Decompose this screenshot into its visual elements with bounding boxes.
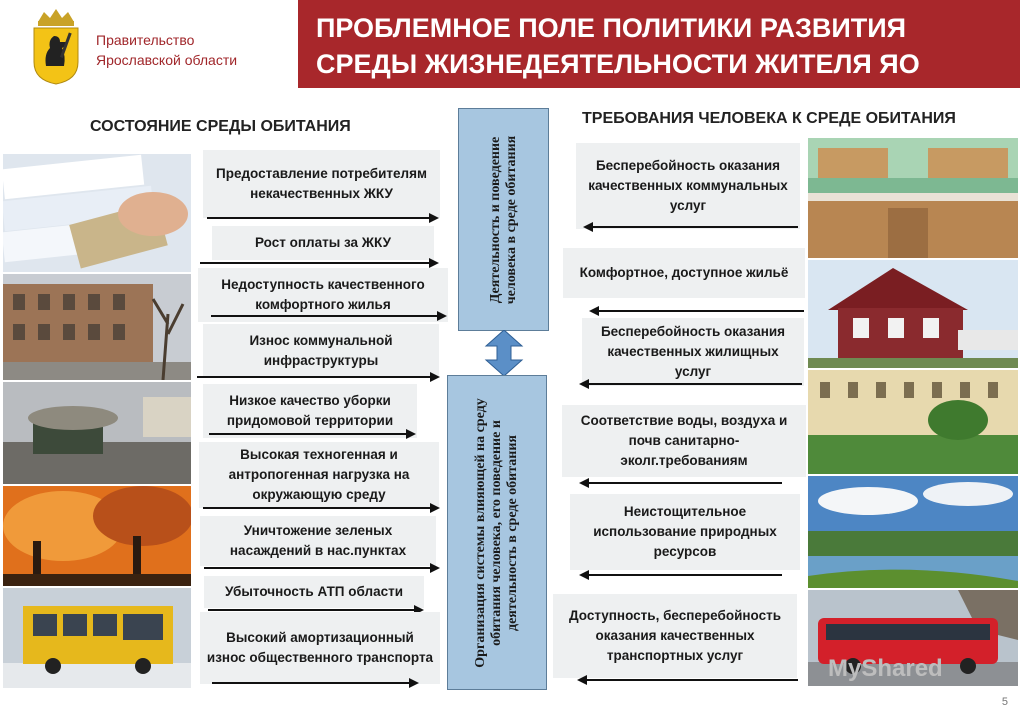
right-arrow-icon bbox=[205, 427, 417, 441]
right-heading: ТРЕБОВАНИЯ ЧЕЛОВЕКА К СРЕДЕ ОБИТАНИЯ bbox=[582, 110, 956, 127]
river-landscape-photo bbox=[808, 476, 1018, 588]
right-arrow-icon bbox=[208, 676, 420, 690]
industrial-smoke-photo bbox=[3, 486, 191, 586]
title-line-1: ПРОБЛЕМНОЕ ПОЛЕ ПОЛИТИКИ РАЗВИТИЯ bbox=[316, 13, 907, 43]
org-line-1: Правительство bbox=[96, 32, 195, 48]
kitchen-photo bbox=[808, 138, 1018, 258]
garbage-photo bbox=[3, 382, 191, 484]
utility-bills-photo bbox=[3, 154, 191, 272]
condition-box-2: Рост оплаты за ЖКУ bbox=[212, 226, 434, 260]
condition-box-8: Убыточность АТП области bbox=[204, 576, 424, 608]
requirement-box-3: Бесперебойность оказания качественных жилищных услуг bbox=[582, 318, 804, 386]
activity-behavior-text: Деятельность и поведение человека в среде обитания bbox=[487, 135, 519, 304]
requirement-box-5: Неистощительное использование природных ресурсов bbox=[570, 494, 800, 570]
house-photo bbox=[808, 260, 1018, 368]
condition-box-9: Высокий амортизационный износ общественного транспорта bbox=[200, 612, 440, 684]
government-name bbox=[96, 30, 237, 70]
condition-box-7: Уничтожение зеленых насаждений в нас.пунктах bbox=[200, 516, 436, 566]
courtyard-photo bbox=[808, 370, 1018, 474]
requirement-box-1: Бесперебойность оказания качественных коммунальных услуг bbox=[576, 143, 800, 229]
right-arrow-icon bbox=[203, 211, 440, 225]
watermark: MyShared bbox=[828, 655, 943, 682]
left-arrow-icon bbox=[578, 568, 784, 582]
left-arrow-icon bbox=[578, 476, 784, 490]
page-title bbox=[298, 0, 1020, 88]
requirement-box-4: Соответствие воды, воздуха и почв санитарно-эколг.требованиям bbox=[562, 405, 806, 477]
activity-behavior-box bbox=[458, 108, 549, 331]
organization-system-box bbox=[447, 375, 547, 690]
left-arrow-icon bbox=[588, 304, 806, 318]
right-arrow-icon bbox=[193, 370, 441, 384]
left-heading: СОСТОЯНИЕ СРЕДЫ ОБИТАНИЯ bbox=[90, 118, 351, 135]
old-bus-photo bbox=[3, 588, 191, 688]
org-line-2: Ярославской области bbox=[96, 52, 238, 68]
organization-system-text: Организация системы влияющей на среду обитания человека, его поведение и деятельность в среде обитания bbox=[473, 397, 520, 668]
left-arrow-icon bbox=[578, 377, 804, 391]
condition-box-3: Недоступность качественного комфортного жилья bbox=[198, 268, 448, 322]
left-arrow-icon bbox=[576, 673, 800, 687]
right-arrow-icon bbox=[200, 561, 441, 575]
yaroslavl-coat-of-arms-icon bbox=[30, 6, 82, 86]
page-number: 5 bbox=[1001, 696, 1008, 708]
condition-box-5: Низкое качество уборки придомовой территории bbox=[203, 384, 417, 438]
right-arrow-icon bbox=[207, 309, 448, 323]
old-building-photo bbox=[3, 274, 191, 380]
title-line-2: СРЕДЫ ЖИЗНЕДЕЯТЕЛЬНОСТИ ЖИТЕЛЯ ЯО bbox=[316, 49, 920, 79]
requirement-box-6: Доступность, бесперебойность оказания качественных транспортных услуг bbox=[553, 594, 797, 678]
left-arrow-icon bbox=[582, 220, 800, 234]
condition-box-6: Высокая техногенная и антропогенная нагрузка на окружающую среду bbox=[199, 442, 439, 508]
condition-box-4: Износ коммунальной инфраструктуры bbox=[203, 324, 439, 378]
condition-box-1: Предоставление потребителям некачественных ЖКУ bbox=[203, 150, 440, 218]
double-arrow-icon bbox=[484, 330, 524, 376]
requirement-box-2: Комфортное, доступное жильё bbox=[563, 248, 805, 298]
right-arrow-icon bbox=[199, 501, 441, 515]
